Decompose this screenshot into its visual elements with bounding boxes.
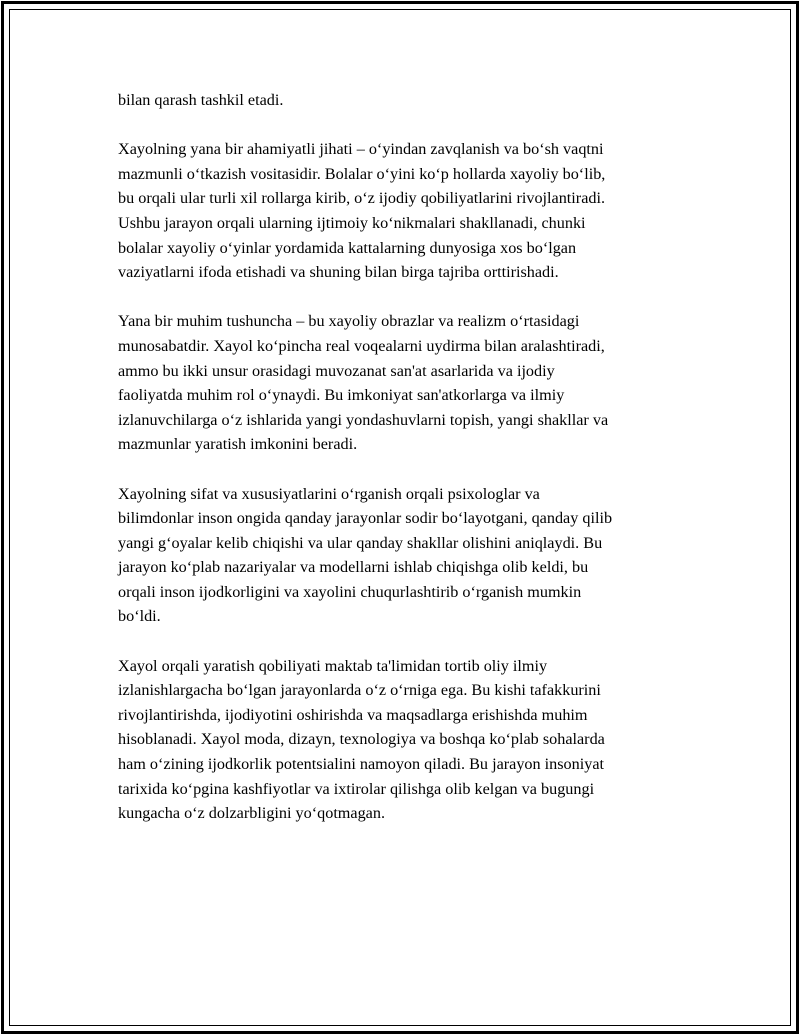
text-line: Xayolning sifat va xususiyatlarini o‘rganish orqali psixologlar va xyxy=(118,484,540,503)
text-line: rivojlantirishda, ijodiyotini oshirishda va maqsadlarga erishishda muhim xyxy=(118,705,588,724)
text-line: mazmunli o‘tkazish vositasidir. Bolalar o‘yini ko‘p hollarda xayoliy bo‘lib, xyxy=(118,164,606,183)
text-line: bu orqali ular turli xil rollarga kirib, o‘z ijodiy qobiliyatlarini rivojlantiradi. xyxy=(118,189,606,208)
text-line: Xayolning yana bir ahamiyatli jihati – o‘yindan zavqlanish va bo‘sh vaqtni xyxy=(118,140,604,159)
text-line: mazmunlar yaratish imkonini beradi. xyxy=(118,435,358,454)
paragraph xyxy=(118,482,690,630)
text-line: faoliyatda muhim rol o‘ynaydi. Bu imkoniyat san'atkorlarga va ilmiy xyxy=(118,386,565,405)
text-line: ham o‘zining ijodkorlik potentsialini namoyon qiladi. Bu jarayon insoniyat xyxy=(118,755,605,774)
text-line: vaziyatlarni ifoda etishadi va shuning bilan birga tajriba orttirishadi. xyxy=(118,263,559,282)
text-line: jarayon ko‘plab nazariyalar va modellarni ishlab chiqishga olib keldi, bu xyxy=(118,558,589,577)
text-line: bolalar xayoliy o‘yinlar yordamida kattalarning dunyosiga xos bo‘lgan xyxy=(118,238,577,257)
text-line: Yana bir muhim tushuncha – bu xayoliy obrazlar va realizm o‘rtasidagi xyxy=(118,312,580,331)
text-line: munosabatdir. Xayol ko‘pincha real voqealarni uydirma bilan aralashtiradi, xyxy=(118,336,605,355)
text-line: hisoblanadi. Xayol moda, dizayn, texnologiya va boshqa ko‘plab sohalarda xyxy=(118,730,605,749)
text-line: izlanuvchilarga o‘z ishlarida yangi yondashuvlarni topish, yangi shakllar va xyxy=(118,410,609,429)
text-line: bo‘ldi. xyxy=(118,607,161,626)
text-line: tarixida ko‘pgina kashfiyotlar va ixtirolar qilishga olib kelgan va bugungi xyxy=(118,779,595,798)
text-line: ammo bu ikki unsur orasidagi muvozanat san'at asarlarida va ijodiy xyxy=(118,361,555,380)
text-line: orqali inson ijodkorligini va xayolini chuqurlashtirib o‘rganish mumkin xyxy=(118,582,582,601)
text-line: bilimdonlar inson ongida qanday jarayonlar sodir bo‘layotgani, qanday qilib xyxy=(118,509,613,528)
paragraph xyxy=(118,654,690,826)
text-line: Ushbu jarayon orqali ularning ijtimoiy ko‘nikmalari shakllanadi, chunki xyxy=(118,213,586,232)
paragraph xyxy=(118,88,690,113)
text-line: izlanishlargacha bo‘lgan jarayonlarda o‘z o‘rniga ega. Bu kishi tafakkurini xyxy=(118,681,601,700)
text-line: kungacha o‘z dolzarbligini yo‘qotmagan. xyxy=(118,804,386,823)
paragraph xyxy=(118,137,690,285)
text-line: Xayol orqali yaratish qobiliyati maktab ta'limidan tortib oliy ilmiy xyxy=(118,656,548,675)
text-line: yangi g‘oyalar kelib chiqishi va ular qanday shakllar olishini aniqlaydi. Bu xyxy=(118,533,603,552)
text-line: bilan qarash tashkil etadi. xyxy=(118,91,284,109)
paragraph xyxy=(118,309,690,457)
document-body xyxy=(118,88,690,850)
